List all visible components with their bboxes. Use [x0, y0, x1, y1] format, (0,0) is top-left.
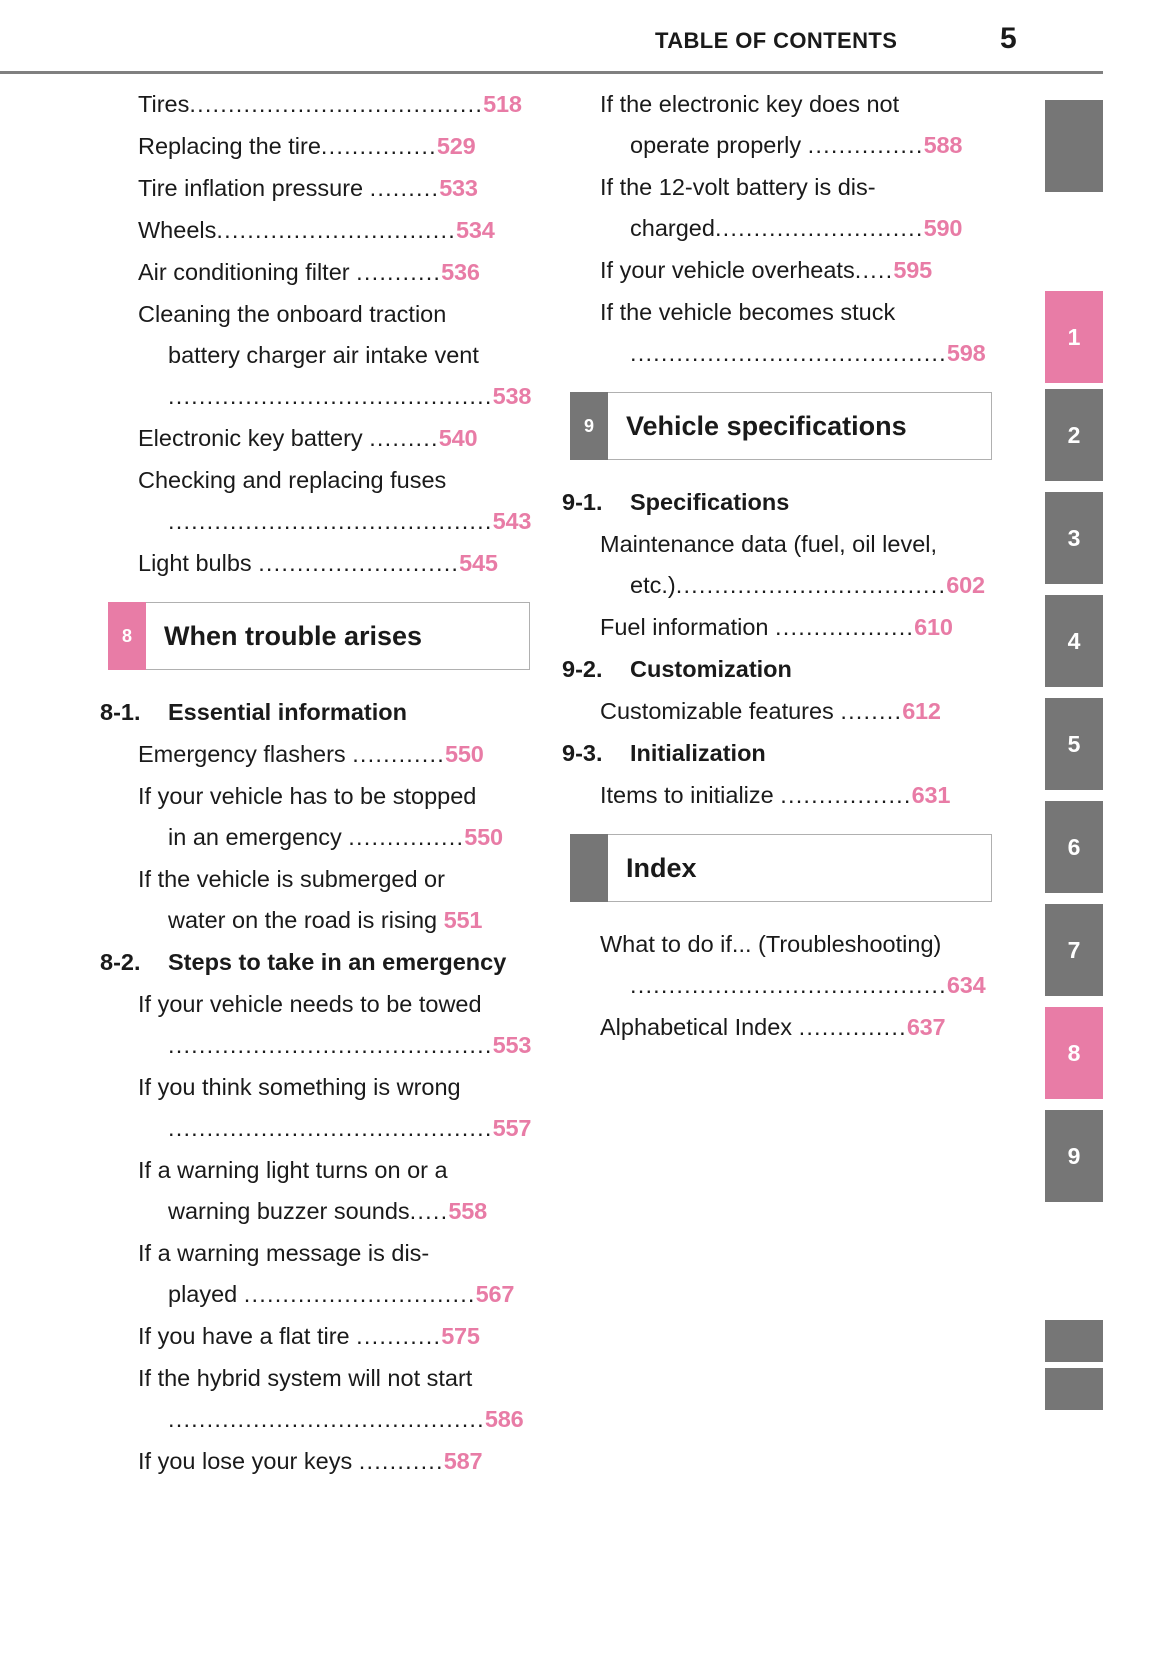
toc-leader: .......................................... — [168, 383, 493, 409]
toc-leader: ........... — [358, 1448, 444, 1474]
toc-leader: ...................................... — [189, 91, 484, 117]
toc-entry[interactable] — [100, 1233, 530, 1315]
toc-page: 634 — [946, 972, 986, 998]
thumb-tab-10[interactable] — [1045, 1320, 1103, 1362]
toc-entry[interactable] — [100, 84, 530, 125]
toc-entry-label-cont: warning buzzer sounds — [168, 1198, 410, 1224]
toc-entry[interactable] — [562, 250, 992, 291]
thumb-tab-6[interactable]: 6 — [1045, 801, 1103, 893]
toc-leader: ..... — [854, 257, 894, 283]
toc-entry[interactable] — [100, 1150, 530, 1232]
toc-entry[interactable] — [100, 543, 530, 584]
toc-page: 557 — [492, 1115, 532, 1141]
toc-page: 631 — [911, 782, 951, 808]
subsection-heading[interactable] — [562, 733, 992, 774]
toc-page: 534 — [455, 217, 495, 243]
thumb-tab-7[interactable]: 7 — [1045, 904, 1103, 996]
toc-entry-label: If a warning light turns on or a — [138, 1157, 448, 1183]
toc-entry[interactable] — [100, 1067, 530, 1149]
toc-entry-label: Electronic key battery — [138, 425, 370, 451]
chapter-banner-index[interactable] — [570, 834, 992, 902]
toc-entry-label-cont: battery charger air intake vent — [168, 342, 479, 368]
toc-leader: ............................... — [216, 217, 456, 243]
toc-leader: .......................................... — [168, 1032, 493, 1058]
toc-entry-label: Alphabetical Index — [600, 1014, 799, 1040]
chapter-number-badge: 9 — [570, 392, 608, 460]
toc-page: 587 — [443, 1448, 483, 1474]
toc-entry-label-cont: charged — [630, 215, 715, 241]
toc-leader: ..... — [409, 1198, 449, 1224]
toc-page: 540 — [438, 425, 478, 451]
thumb-tab-0[interactable] — [1045, 100, 1103, 192]
subsection-heading[interactable] — [100, 692, 530, 733]
toc-leader: ........................... — [714, 215, 924, 241]
chapter-title: Index — [608, 834, 992, 902]
toc-entry[interactable] — [100, 859, 530, 941]
toc-page: 637 — [906, 1014, 946, 1040]
toc-leader: ......................................... — [630, 972, 947, 998]
toc-page: 533 — [439, 175, 478, 201]
toc-entry[interactable] — [562, 924, 992, 1006]
toc-entry-label: Cleaning the onboard traction — [138, 301, 447, 327]
toc-leader: .......................... — [258, 550, 460, 576]
thumb-tab-11[interactable] — [1045, 1368, 1103, 1410]
toc-page: 553 — [492, 1032, 532, 1058]
toc-leader: ............... — [807, 132, 924, 158]
toc-entry[interactable] — [100, 984, 530, 1066]
toc-entry-label: Fuel information — [600, 614, 776, 640]
header-divider — [0, 71, 1103, 74]
toc-entry-label: Tire inflation pressure — [138, 175, 370, 201]
toc-page: 518 — [483, 91, 522, 117]
toc-entry-label: Air conditioning filter — [138, 259, 357, 285]
toc-entry-label: If your vehicle has to be stopped — [138, 783, 477, 809]
toc-entry[interactable] — [100, 418, 530, 459]
page-number: 5 — [1000, 22, 1017, 55]
toc-entry[interactable] — [100, 1358, 530, 1440]
toc-leader: ......................................... — [168, 1406, 485, 1432]
toc-entry[interactable] — [562, 167, 992, 249]
toc-entry[interactable] — [100, 252, 530, 293]
thumb-tab-4[interactable]: 4 — [1045, 595, 1103, 687]
toc-page: 529 — [436, 133, 476, 159]
toc-leader: ................. — [780, 782, 912, 808]
toc-page: 567 — [475, 1281, 515, 1307]
toc-entry[interactable] — [562, 607, 992, 648]
toc-entry-label: If the hybrid system will not start — [138, 1365, 473, 1391]
toc-leader: ............... — [320, 133, 437, 159]
toc-leader: .......................................... — [168, 508, 493, 534]
toc-entry-label: If the vehicle is submerged or — [138, 866, 445, 892]
toc-leader: ......... — [369, 425, 439, 451]
subsection-number: 9-2. — [562, 656, 603, 682]
toc-page: 538 — [492, 383, 532, 409]
toc-entry-label: If the vehicle becomes stuck — [600, 299, 896, 325]
thumb-tab-5[interactable]: 5 — [1045, 698, 1103, 790]
toc-entry[interactable] — [100, 294, 530, 417]
toc-entry[interactable] — [100, 168, 530, 209]
toc-page: 586 — [484, 1406, 524, 1432]
chapter-banner-8[interactable] — [108, 602, 530, 670]
toc-entry[interactable] — [100, 734, 530, 775]
chapter-number-badge: 8 — [108, 602, 146, 670]
toc-entry[interactable] — [562, 524, 992, 606]
toc-entry-label: If your vehicle overheats — [600, 257, 855, 283]
thumb-index-tabstrip — [1045, 0, 1103, 1653]
toc-page: 550 — [464, 824, 503, 850]
thumb-tab-9[interactable]: 9 — [1045, 1110, 1103, 1202]
toc-entry-label: Customizable features — [600, 698, 841, 724]
chapter-number-badge — [570, 834, 608, 902]
subsection-number: 8-1. — [100, 699, 141, 725]
toc-entry[interactable] — [562, 691, 992, 732]
toc-entry-label-cont: operate properly — [630, 132, 808, 158]
toc-leader: ........... — [356, 1323, 442, 1349]
toc-entry-label: Checking and replacing fuses — [138, 467, 447, 493]
toc-entry[interactable] — [100, 1441, 530, 1482]
chapter-title: Vehicle specifications — [608, 392, 992, 460]
toc-entry-label: If you lose your keys — [138, 1448, 359, 1474]
toc-entry[interactable] — [100, 210, 530, 251]
toc-entry-label-cont: in an emergency — [168, 824, 349, 850]
toc-leader: ......... — [369, 175, 440, 201]
toc-page: 598 — [946, 340, 986, 366]
toc-entry-label: If you have a flat tire — [138, 1323, 357, 1349]
chapter-banner-9[interactable] — [570, 392, 992, 460]
toc-page: 610 — [914, 614, 953, 640]
toc-entry-label-cont: etc.) — [630, 572, 676, 598]
subsection-title: Specifications — [630, 489, 790, 515]
toc-entry[interactable] — [100, 1316, 530, 1357]
toc-leader: ........... — [356, 259, 442, 285]
toc-entry-label-cont: water on the road is rising — [168, 907, 444, 933]
toc-leader: ......................................... — [630, 340, 947, 366]
toc-page: 588 — [923, 132, 963, 158]
toc-page: 595 — [893, 257, 932, 283]
toc-entry-label: Wheels — [138, 217, 217, 243]
toc-page: 575 — [441, 1323, 480, 1349]
thumb-tab-1[interactable]: 1 — [1045, 291, 1103, 383]
toc-leader: .......................................... — [168, 1115, 493, 1141]
toc-leader: ................................... — [675, 572, 947, 598]
toc-entry[interactable] — [100, 776, 530, 858]
subsection-number: 9-1. — [562, 489, 603, 515]
toc-leader: .............................. — [243, 1281, 476, 1307]
toc-entry-label: Items to initialize — [600, 782, 781, 808]
toc-page: 612 — [902, 698, 941, 724]
toc-entry-label: If the 12-volt battery is dis- — [600, 174, 876, 200]
toc-entry-label: If you think something is wrong — [138, 1074, 461, 1100]
toc-page: 536 — [441, 259, 480, 285]
toc-entry-label: If a warning message is dis- — [138, 1240, 430, 1266]
toc-entry[interactable] — [562, 1007, 992, 1048]
toc-leader: .................. — [775, 614, 915, 640]
toc-entry-label: Emergency flashers — [138, 741, 353, 767]
toc-entry-label: If your vehicle needs to be towed — [138, 991, 482, 1017]
subsection-number: 9-3. — [562, 740, 603, 766]
page-header — [0, 0, 1165, 72]
toc-leader: ............ — [352, 741, 445, 767]
subsection-heading[interactable] — [562, 482, 992, 523]
subsection-title: Essential information — [168, 699, 407, 725]
toc-entry[interactable] — [562, 775, 992, 816]
toc-leader: .............. — [798, 1014, 907, 1040]
toc-column-right — [562, 84, 992, 1049]
subsection-title: Steps to take in an emergency — [168, 949, 507, 975]
chapter-title: When trouble arises — [146, 602, 530, 670]
toc-entry-label: Replacing the tire — [138, 133, 321, 159]
thumb-tab-3[interactable]: 3 — [1045, 492, 1103, 584]
toc-page: 558 — [448, 1198, 487, 1224]
toc-entry-label: Light bulbs — [138, 550, 259, 576]
subsection-heading[interactable] — [100, 942, 530, 983]
subsection-title: Customization — [630, 656, 792, 682]
toc-page: 590 — [923, 215, 963, 241]
toc-leader: ........ — [840, 698, 903, 724]
toc-entry-label: Tires — [138, 91, 190, 117]
toc-entry-label: What to do if... (Troubleshooting) — [600, 931, 942, 957]
toc-leader: ............... — [348, 824, 465, 850]
toc-page: 551 — [443, 907, 483, 933]
subsection-heading[interactable] — [562, 649, 992, 690]
thumb-tab-2[interactable]: 2 — [1045, 389, 1103, 481]
toc-entry[interactable] — [562, 292, 992, 374]
toc-page: 602 — [946, 572, 985, 598]
toc-page: 550 — [444, 741, 484, 767]
toc-entry[interactable] — [100, 126, 530, 167]
toc-columns — [0, 84, 1035, 1474]
thumb-tab-8[interactable]: 8 — [1045, 1007, 1103, 1099]
toc-page: 545 — [459, 550, 498, 576]
toc-entry-label-cont: played — [168, 1281, 244, 1307]
subsection-title: Initialization — [630, 740, 766, 766]
toc-entry-label: Maintenance data (fuel, oil level, — [600, 531, 938, 557]
toc-entry[interactable] — [562, 84, 992, 166]
toc-entry-label: If the electronic key does not — [600, 91, 900, 117]
toc-column-left — [100, 84, 530, 1483]
toc-entry[interactable] — [100, 460, 530, 542]
toc-page: 543 — [492, 508, 532, 534]
page-title: TABLE OF CONTENTS — [655, 28, 898, 53]
subsection-number: 8-2. — [100, 949, 141, 975]
